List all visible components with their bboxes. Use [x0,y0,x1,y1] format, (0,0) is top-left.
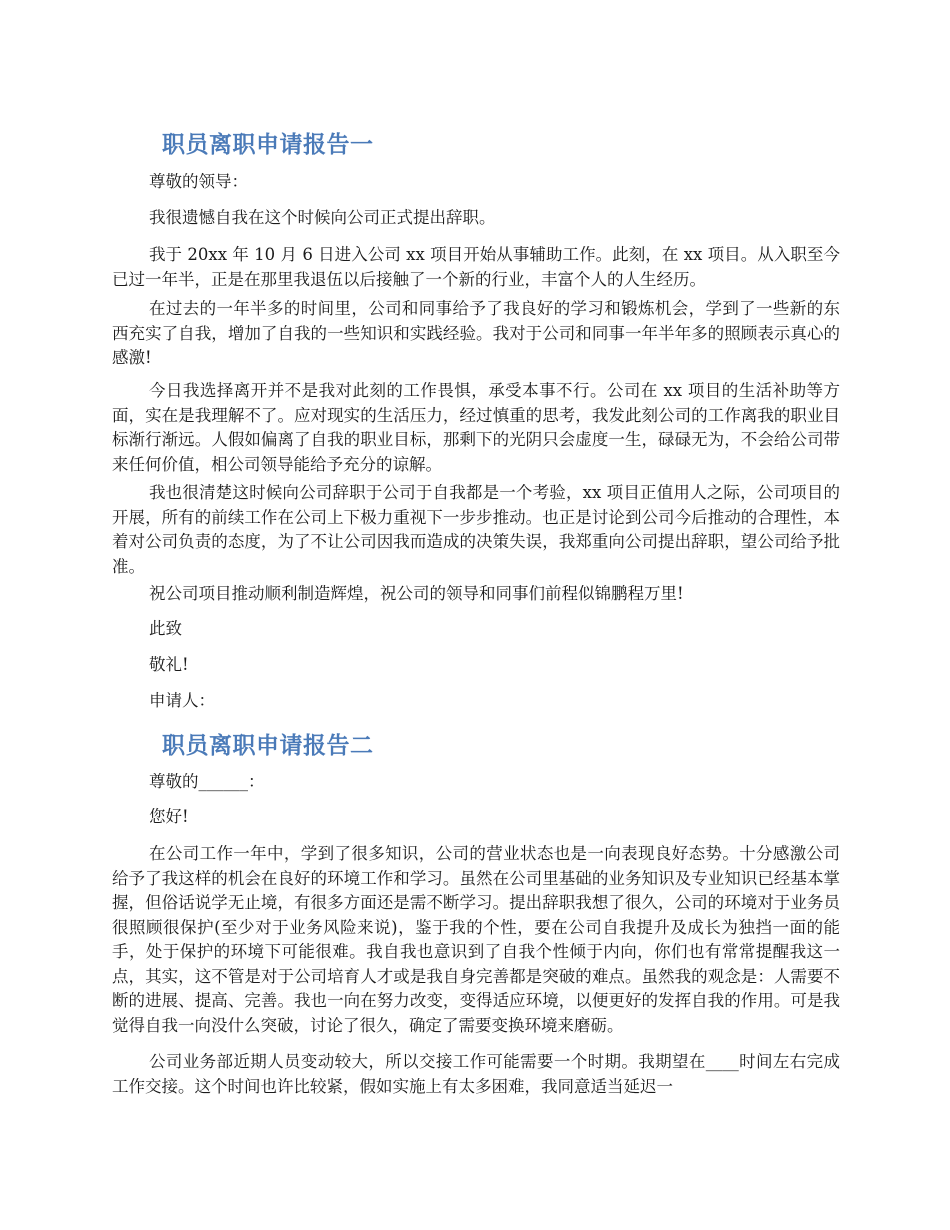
section-2-heading: 职员离职申请报告二 [162,733,374,759]
paragraph: 公司业务部近期人员变动较大，所以交接工作可能需要一个时期。我期望在____时间左右完成工作交接。这个时间也许比较紧，假如实施上有太多困难，我同意适当延迟一 [112,1052,840,1096]
salutation: 尊敬的______： [149,772,265,791]
paragraph: 我于 20xx 年 10 月 6 日进入公司 xx 项目开始从事辅助工作。此刻，在 xx 项目。从入职至今已过一年半，正是在那里我退伍以后接触了一个新的行业，丰富个人的人生经历。 [112,245,840,289]
closing-line: 此致 [149,619,182,638]
paragraph: 今日我选择离开并不是我对此刻的工作畏惧，承受本事不行。公司在 xx 项目的生活补助等方面，实在是我理解不了。应对现实的生活压力，经过慎重的思考，我发此刻公司的工作离我的职业目标渐行渐远。人假如偏离了自我的职业目标，那剩下的光阴只会虚度一生，碌碌无为，不会给公司带来任何价值，相公司领导能给予充分的谅解。 [112,381,840,474]
paragraph: 祝公司项目推动顺利制造辉煌，祝公司的领导和同事们前程似锦鹏程万里! [149,584,684,603]
signature-line: 申请人： [149,691,215,710]
paragraph: 在公司工作一年中，学到了很多知识，公司的营业状态也是一向表现良好态势。十分感激公司给予了我这样的机会在良好的环境工作和学习。虽然在公司里基础的业务知识及专业知识已经基本掌握，但俗话说学无止境，有很多方面还是需不断学习。提出辞职我想了很久，公司的环境对于业务员很照顾很保护(至少对于业务风险来说)，鉴于我的个性，要在公司自我提升及成长为独挡一面的能手，处于保护的环境下可能很难。我自我也意识到了自我个性倾于内向，你们也有常常提醒我这一点，其实，这不管是对于公司培育人才或是我自身完善都是突破的难点。虽然我的观念是：人需要不断的进展、提高、完善。我也一向在努力改变，变得适应环境，以便更好的发挥自我的作用。可是我觉得自我一向没什么突破，讨论了很久，确定了需要变换环境来磨砺。 [112,844,840,1035]
closing-line: 敬礼! [149,655,189,674]
paragraph: 我很遗憾自我在这个时候向公司正式提出辞职。 [149,208,496,227]
greeting: 您好! [149,807,189,826]
paragraph: 我也很清楚这时候向公司辞职于公司于自我都是一个考验，xx 项目正值用人之际，公司项目的开展，所有的前续工作在公司上下极力重视下一步步推动。也正是讨论到公司今后推动的合理性，本着对公司负责的态度，为了不让公司因我而造成的决策失误，我郑重向公司提出辞职，望公司给予批准。 [112,483,840,576]
section-1-heading: 职员离职申请报告一 [162,132,374,158]
paragraph: 在过去的一年半多的时间里，公司和同事给予了我良好的学习和锻炼机会，学到了一些新的东西充实了自我，增加了自我的一些知识和实践经验。我对于公司和同事一年半年多的照顾表示真心的感激! [112,299,840,367]
salutation: 尊敬的领导： [149,172,248,191]
